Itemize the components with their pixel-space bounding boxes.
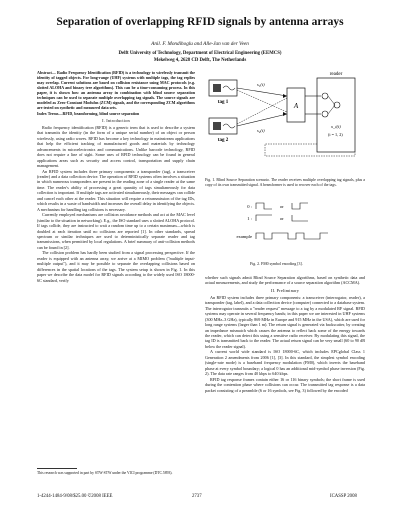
figure-1-diagram [205, 70, 365, 173]
abstract: Abstract— Radio Frequency Identification (RFID) is a technology to wirelessly transmit the identity of tagged objects. For long-range (UHF) systems with multiple tags, the tag replies may overlap. Current solutions are based on collision resistance using MAC protocols (e.g. slotted ALOHA and binary tree algorithms). This can be a time-consuming process. In this paper, it is shown how an antenna array in combination with blind source separation techniques can be used to separate multiple overlapping tag signals. The source signals are modeled as Zero-Constant Modulus (ZCM) signals, and the corresponding ZCM algorithms are tested on synthetic and measured data sets. [37, 70, 195, 111]
symbol-0-label: 0 : [247, 204, 252, 209]
footer-page-number: 2737 [192, 494, 202, 499]
intro-paragraph-4: The collision problem has hardly been studied from a signal processing perspective. If the reader is equipped with an antenna array, we arrive at a MIMO problem ("multiple input-multiple output"), and it may be possible to separate the overlapping collisions based on differences in the spatial locations of the tags. The system setup is shown in Fig. 1. In this paper we describe the data model for RFID signals according to the widely used ISO 18000-6C standard, verify [37, 250, 195, 283]
source-signal-1: s₁(t) [257, 82, 265, 87]
symbol-0-or: or [280, 204, 284, 209]
right-column-intro-continued: whether such signals admit Blind Source Separation algorithms, based on synthetic data and actual measurements, and study the performance of a source separation algorithm (ACCMA). [205, 275, 365, 286]
mixing-matrix-label: A [293, 102, 299, 110]
intro-paragraph-1: Radio frequency identification (RFID) is a generic term that is used to describe a system that transmits the identity (in the form of a unique serial number) of an object or person wirelessly, using radio waves. RFID has become a key technology in mainstream applications that help the efficient tracking of manufactured goods and materials by technology advancements in microelectronics and communications. Unlike barcode technology, RFID does not require a line of sight. Some uses of RFID technology can be found in general applications areas such as security and access control, transportation and supply chain management. [37, 124, 195, 169]
left-column [37, 70, 195, 283]
received-signal-index: (i = 1, 2) [328, 132, 343, 137]
prelim-paragraph-3: RFID tag response frames contain either 16 or 116 binary symbols; the short frame is used during the contention phase where collisions can occur. The transmitted tag response is a data packet consisting of a preamble (6 or 16 symbols, see Fig. 3) followed by the encoded [205, 376, 365, 393]
figure-2-caption: Fig. 2. FM0 symbol encoding [3]. [250, 262, 303, 266]
symbol-1-or: or [280, 216, 284, 221]
affiliation-line-1: Delft University of Technology, Department of Electrical Engineering (EEMCS) [118, 51, 282, 56]
right-column [205, 275, 365, 393]
affiliation-line-2: Mekelweg 4, 2628 CD Delft, The Netherlands [153, 57, 247, 63]
footnote: This research was supported in part by STW-STW under the VICI programme (DTC.5893). [37, 471, 173, 475]
footer-conference: ICASSP 2008 [330, 494, 357, 499]
reader-label: reader [329, 72, 343, 77]
footer-copyright: 1-4244-1484-9/08/$25.00 ©2008 IEEE [37, 494, 113, 499]
prelim-paragraph-2: A current world wide standard is ISO 18000-6C, which includes EPCglobal Class 1 Generation 2 amendments from 2006 [1], [3]. In this standard, the simplest symbol encoding (single-rate mode) is a baseband frequency modulation (FM0), which inverts the baseband phase at every symbol boundary; a logical 0 has an additional mid-symbol phase inversion (Fig. 2). The data rate ranges from 40 kbps to 640 kbps. [205, 349, 365, 377]
index-terms: Index Terms—RFID, beamforming, blind source separation [37, 111, 140, 117]
figure-2 [222, 200, 352, 258]
tag-2-chip-icon [213, 122, 221, 130]
figure-2-diagram [222, 200, 352, 258]
section-heading-preliminary: II. Preliminary [270, 287, 300, 293]
figure-1 [205, 70, 365, 173]
intro-paragraph-3: Currently employed mechanisms are collision avoidance methods and act at the MAC level (similar to the situation in networking). E.g., the ISO standard uses a slotted ALOHA protocol. If tags collide, they are instructed to wait a random time up to a certain maximum—which is doubled at each iteration until no collisions are reported [1]. In other standards, spread spectrum or similar techniques are used to deterministically separate reader and tag transmissions, when permitted by local regulations. A brief summary of anti-collision methods can be found in [2]. [37, 212, 195, 250]
tag-1-label: tag 1 [217, 100, 229, 105]
intro-paragraph-2: An RFID system includes three primary components: a transponder (tag), a transceiver (reader) and a data collection device. The operation of RFID systems often involves a situation in which numerous transponders are present in the reading zone of a single reader at the same time. The reader's ability of processing a great quantity of tags simultaneously for data collection is important. If multiple tags are activated simultaneously, their messages can collide and cancel each other at the reader. This situation will require a retransmission of the tag IDs, which results in a waste of bandwidth and increases the overall delay in identifying the objects. A mechanism for handling tag collisions is necessary. [37, 168, 195, 212]
tag-1-chip-icon [213, 84, 221, 92]
authors: Anil. F. Mondihoglu and Alle-Jan van der Veen [151, 41, 249, 47]
symbol-1-label: 1 : [247, 216, 252, 221]
example-waveform [256, 233, 328, 239]
paper-title: Separation of overlapping RFID signals by antenna arrays [56, 16, 344, 28]
received-signal-label: x_i(t) [331, 124, 341, 129]
reader-box [317, 78, 355, 152]
antenna-1-icon [322, 93, 328, 99]
antenna-2-icon [322, 111, 328, 117]
figure-1-caption: Fig. 1. Blind Source Separation scenario. The reader receives multiple overlapping tag signals, plus a copy of its own transmitted signal. A beamformer is used to recover each of the tags. [205, 178, 365, 187]
section-heading-introduction: I. Introduction [102, 118, 130, 124]
source-signal-2: s₂(t) [257, 128, 265, 133]
prelim-paragraph-1: An RFID system includes three primary components: a transceiver (interrogator, reader), a transponder (tag, label), and a data collection device (computer) connected to a database system. The interrogator transmits a "reader request" message to a tag by a modulated RF signal. RFID systems may operate in several frequency bands; in this paper we are interested in UHF systems (300 MHz–3 GHz), typically 869 MHz in Europe and 915 MHz in the USA), which are used for long range systems (larger than 1 m). The return signal is generated via backscatter, by creating an impedance mismatch which causes the antenna to reflect back some of the energy towards the reader, which can detect this using a sensitive radio receiver. By modulating this signal, the tag ID is transmitted back to the reader. The actual return signal can be very small (60 to 90 dB below the reader signal). [205, 294, 365, 349]
example-label: example [236, 234, 252, 239]
tag-2-label: tag 2 [217, 138, 229, 143]
footnote-rule [37, 468, 77, 469]
